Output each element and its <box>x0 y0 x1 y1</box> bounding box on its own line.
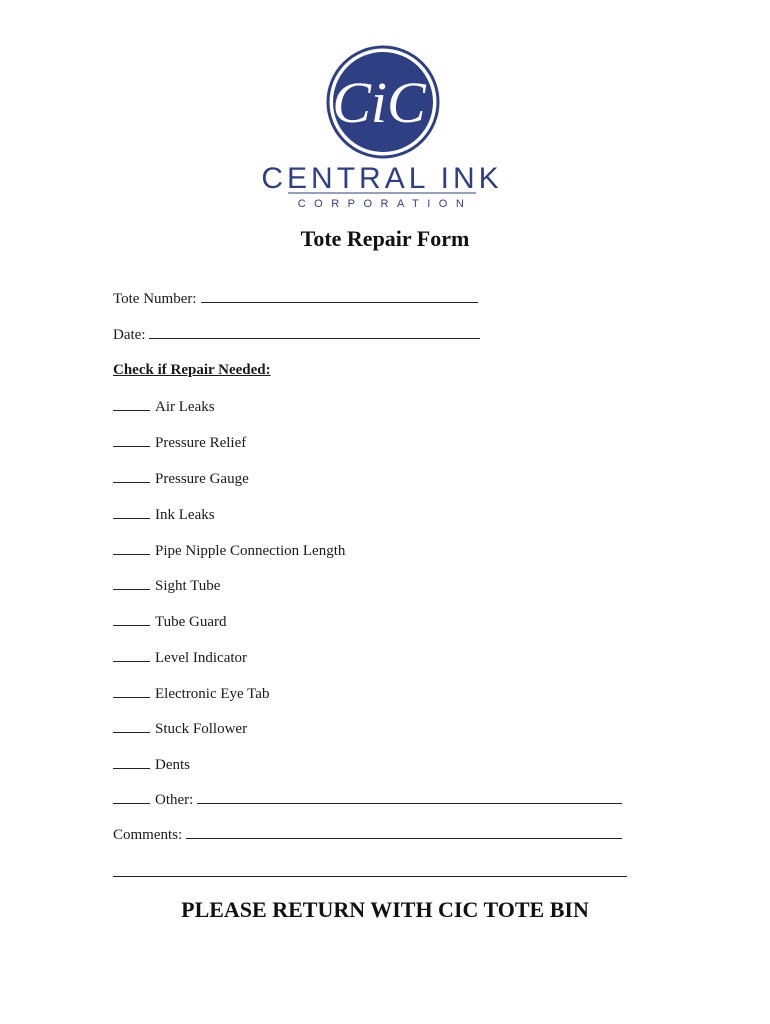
check-blank[interactable] <box>113 576 150 590</box>
date-field[interactable] <box>113 325 480 344</box>
checklist-item-pipe-nipple[interactable] <box>113 541 345 560</box>
check-blank[interactable] <box>113 397 150 411</box>
checklist-item-dents[interactable] <box>113 755 190 774</box>
checklist-item-label: Pressure Gauge <box>155 471 249 487</box>
check-blank[interactable] <box>113 612 150 626</box>
comments-label: Comments: <box>113 827 183 843</box>
checklist-item-label: Dents <box>155 757 190 773</box>
other-blank[interactable] <box>197 790 622 804</box>
return-note: PLEASE RETURN WITH CIC TOTE BIN <box>181 897 589 922</box>
check-blank[interactable] <box>113 719 150 733</box>
check-blank[interactable] <box>113 541 150 555</box>
check-blank[interactable] <box>113 684 150 698</box>
checklist-item-label: Sight Tube <box>155 578 221 594</box>
check-blank[interactable] <box>113 790 150 804</box>
comments-blank[interactable] <box>186 825 622 839</box>
checklist-item-ink-leaks[interactable] <box>113 505 215 524</box>
other-label: Other: <box>155 792 194 808</box>
checklist-item-label: Pressure Relief <box>155 435 247 451</box>
checklist-item-other[interactable] <box>113 790 622 809</box>
check-repair-heading: Check if Repair Needed: <box>113 362 271 378</box>
logo-company-suffix: CORPORATION <box>297 198 473 210</box>
tote-number-field[interactable] <box>113 289 478 308</box>
date-blank[interactable] <box>149 325 480 339</box>
comments-field[interactable] <box>113 825 622 844</box>
checklist-item-electronic-eye-tab[interactable] <box>113 684 269 703</box>
checklist-item-label: Tube Guard <box>155 614 227 630</box>
checklist-item-label: Level Indicator <box>155 650 248 666</box>
check-blank[interactable] <box>113 755 150 769</box>
checklist-item-label: Stuck Follower <box>155 721 248 737</box>
logo-monogram: CiC <box>332 70 426 135</box>
check-blank[interactable] <box>113 648 150 662</box>
central-ink-logo-icon <box>245 44 525 214</box>
company-logo <box>245 44 525 214</box>
checklist-item-pressure-relief[interactable] <box>113 433 246 452</box>
check-blank[interactable] <box>113 505 150 519</box>
checklist-item-tube-guard[interactable] <box>113 612 227 631</box>
checklist-item-label: Electronic Eye Tab <box>155 686 270 702</box>
tote-number-blank[interactable] <box>201 289 478 303</box>
checklist-item-label: Pipe Nipple Connection Length <box>155 543 346 559</box>
date-label: Date: <box>113 327 146 343</box>
logo-company-name: CENTRAL INK <box>261 162 503 195</box>
form-title: Tote Repair Form <box>300 226 470 251</box>
checklist-item-level-indicator[interactable] <box>113 648 247 667</box>
check-blank[interactable] <box>113 469 150 483</box>
checklist-item-air-leaks[interactable] <box>113 397 215 416</box>
tote-number-label: Tote Number: <box>113 291 197 307</box>
comments-extra-line[interactable] <box>113 876 627 877</box>
checklist-item-sight-tube[interactable] <box>113 576 220 595</box>
check-blank[interactable] <box>113 433 150 447</box>
checklist-item-label: Air Leaks <box>155 399 215 415</box>
checklist-item-stuck-follower[interactable] <box>113 719 247 738</box>
checklist-item-pressure-gauge[interactable] <box>113 469 249 488</box>
checklist-item-label: Ink Leaks <box>155 507 215 523</box>
